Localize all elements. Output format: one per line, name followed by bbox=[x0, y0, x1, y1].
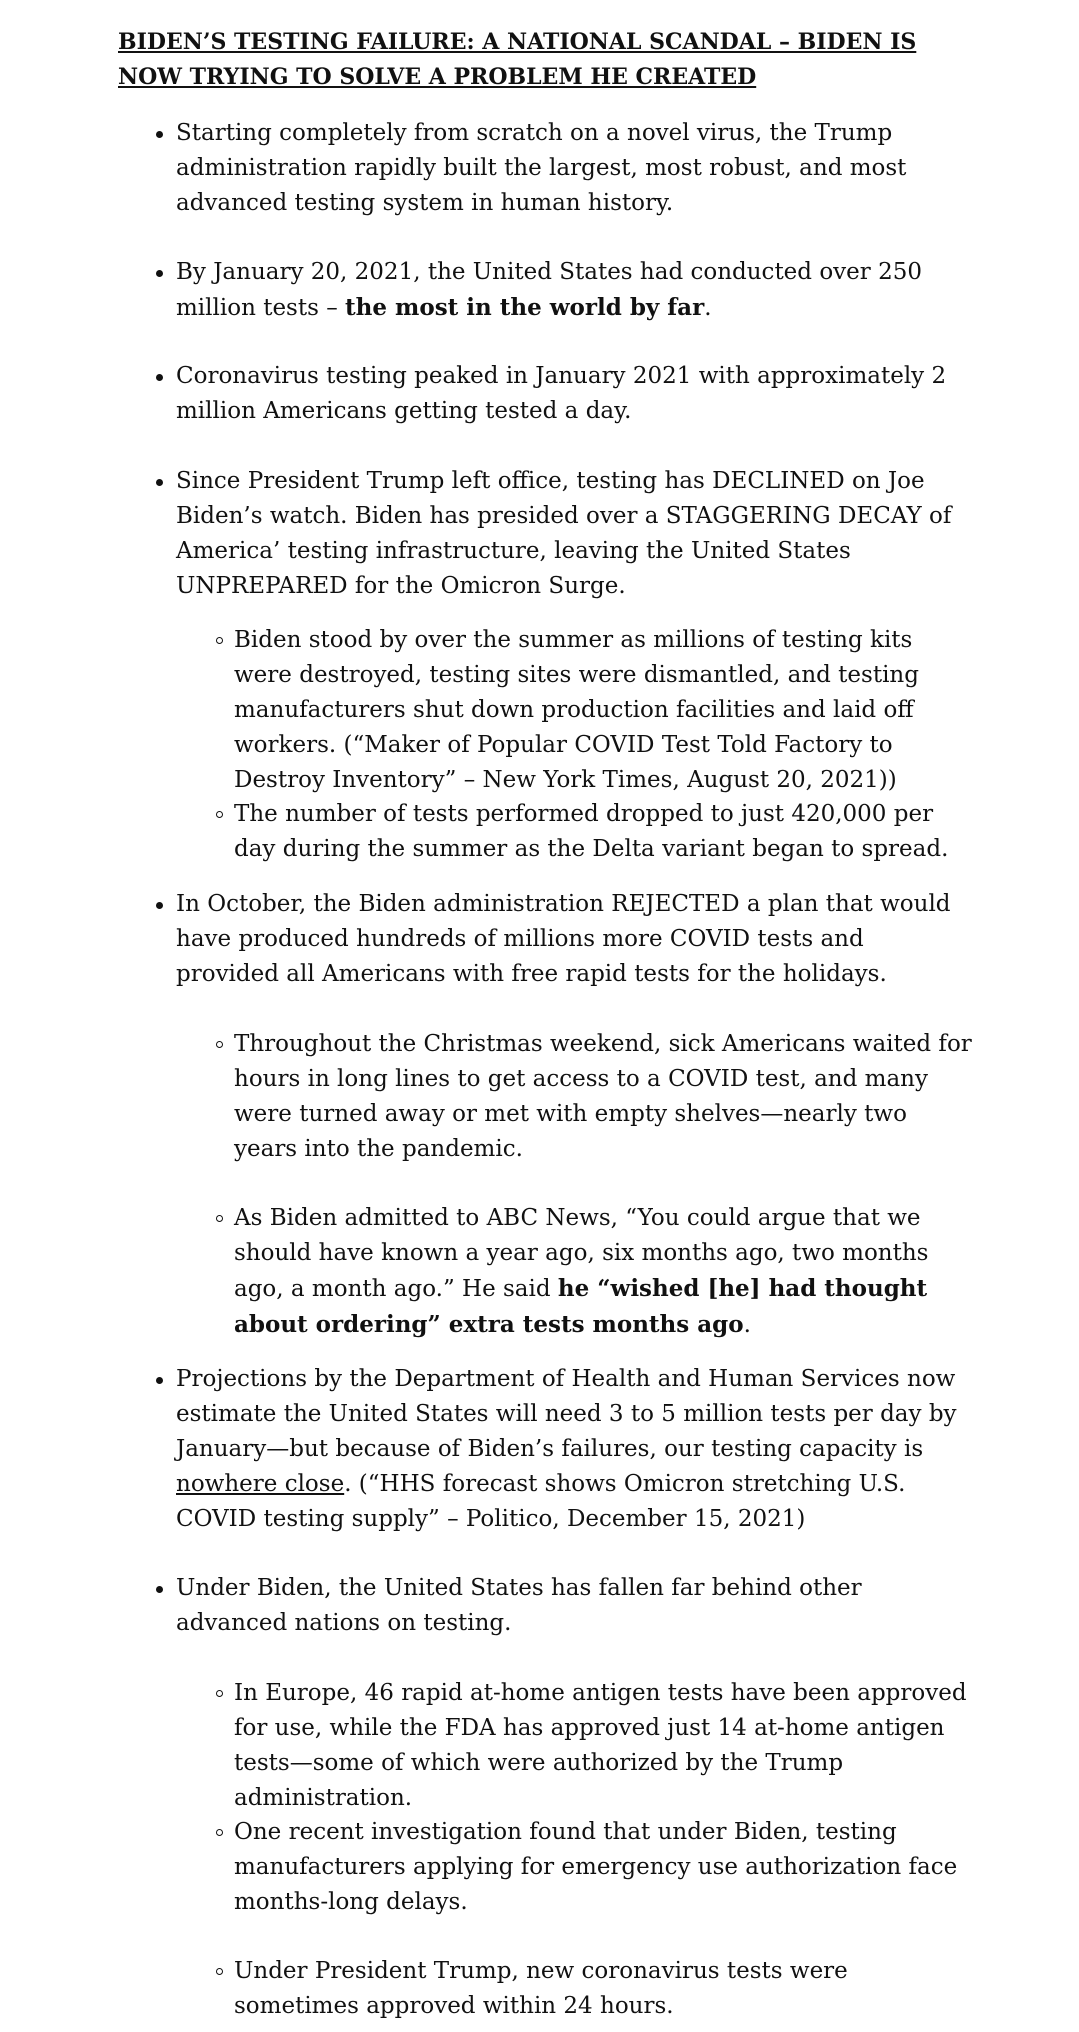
sub-bullet-text: Biden stood by over the summer as millions of testing kits were destroyed, testing sites were dismantled, and testing manufacturers shut down production facilities and laid off workers. (“Maker of Popular COVID Test Told Factory to Destroy Inventory” – New York Times, August 20, 2021)) bbox=[234, 627, 919, 793]
underlined-text-nowhere-close: nowhere close bbox=[176, 1471, 345, 1497]
sub-bullet-marker bbox=[216, 637, 223, 644]
bullet-text-tail: . (“HHS forecast shows Omicron stretching U.S. COVID testing supply” – Politico, December 15, 2021) bbox=[176, 1471, 906, 1532]
sub-item-europe-tests bbox=[234, 1676, 974, 1816]
sub-item-tests-dropped bbox=[234, 797, 974, 867]
sub-item-abc-admission bbox=[234, 1201, 974, 1343]
document-title: BIDEN’S TESTING FAILURE: A NATIONAL SCANDAL – BIDEN IS NOW TRYING TO SOLVE A PROBLEM HE CREATED bbox=[118, 29, 917, 90]
bullet-item-testing-declined bbox=[176, 464, 966, 604]
bullet-marker bbox=[156, 270, 163, 277]
sub-item-kits-destroyed bbox=[234, 623, 974, 798]
sub-bullet-marker bbox=[216, 1215, 223, 1222]
bullet-marker bbox=[156, 902, 163, 909]
sub-bullet-marker bbox=[216, 1968, 223, 1975]
sub-bullet-text: The number of tests performed dropped to just 420,000 per day during the summer as the Delta variant began to spread. bbox=[234, 801, 949, 862]
bullet-item-testing-system bbox=[176, 116, 966, 221]
bullet-text-tail: . bbox=[704, 295, 712, 321]
sub-bullet-marker bbox=[216, 1041, 223, 1048]
sub-item-trump-approvals bbox=[234, 1954, 974, 2024]
bullet-marker bbox=[156, 374, 163, 381]
bullet-item-plan-rejected bbox=[176, 887, 966, 992]
bullet-marker bbox=[156, 479, 163, 486]
bullet-text: Coronavirus testing peaked in January 2021 with approximately 2 million Americans getting tested a day. bbox=[176, 363, 947, 424]
bullet-item-tests-conducted bbox=[176, 255, 966, 326]
bullet-text: Under Biden, the United States has fallen far behind other advanced nations on testing. bbox=[176, 1575, 862, 1636]
sub-bullet-text: In Europe, 46 rapid at-home antigen tests have been approved for use, while the FDA has approved just 14 at-home antigen tests—some of which were authorized by the Trump administration. bbox=[234, 1680, 967, 1811]
sub-bullet-bold-text: he “wished [he] had thought about ordering” extra tests months ago bbox=[234, 1275, 928, 1338]
bullet-text: Starting completely from scratch on a novel virus, the Trump administration rapidly built the largest, most robust, and most advanced testing system in human history. bbox=[176, 120, 907, 216]
sub-item-eua-delays bbox=[234, 1815, 974, 1920]
bullet-bold-text: the most in the world by far bbox=[345, 294, 705, 321]
sub-bullet-marker bbox=[216, 1690, 223, 1697]
sub-item-christmas-lines bbox=[234, 1027, 974, 1167]
sub-bullet-marker bbox=[216, 811, 223, 818]
sub-bullet-text-tail: . bbox=[743, 1312, 751, 1338]
bullet-marker bbox=[156, 131, 163, 138]
sub-bullet-text: One recent investigation found that under Biden, testing manufacturers applying for emergency use authorization face months-long delays. bbox=[234, 1819, 958, 1915]
bullet-item-hhs-projections bbox=[176, 1362, 966, 1537]
bullet-text: Since President Trump left office, testing has DECLINED on Joe Biden’s watch. Biden has presided over a STAGGERING DECAY of America’ testing infrastructure, leaving the United States UNPREPARED for the Omicron Surge. bbox=[176, 468, 952, 599]
bullet-text: Projections by the Department of Health and Human Services now estimate the United States will need 3 to 5 million tests per day by January—but because of Biden’s failures, our testing capacity is bbox=[176, 1366, 957, 1462]
bullet-item-fallen-behind bbox=[176, 1571, 966, 1641]
sub-bullet-text: Under President Trump, new coronavirus tests were sometimes approved within 24 hours. bbox=[234, 1958, 848, 2019]
bullet-text: By January 20, 2021, the United States had conducted over 250 million tests – bbox=[176, 259, 922, 321]
bullet-item-testing-peak bbox=[176, 359, 966, 429]
bullet-text: In October, the Biden administration REJECTED a plan that would have produced hundreds of millions more COVID tests and provided all Americans with free rapid tests for the holidays. bbox=[176, 891, 951, 987]
sub-bullet-text: Throughout the Christmas weekend, sick Americans waited for hours in long lines to get access to a COVID test, and many were turned away or met with empty shelves—nearly two years into the pandemic. bbox=[234, 1031, 972, 1162]
bullet-marker bbox=[156, 1377, 163, 1384]
bullet-marker bbox=[156, 1586, 163, 1593]
sub-bullet-text: As Biden admitted to ABC News, “You could argue that we should have known a year ago, six months ago, two months ago, a month ago.” He said bbox=[234, 1205, 929, 1302]
sub-bullet-marker bbox=[216, 1829, 223, 1836]
